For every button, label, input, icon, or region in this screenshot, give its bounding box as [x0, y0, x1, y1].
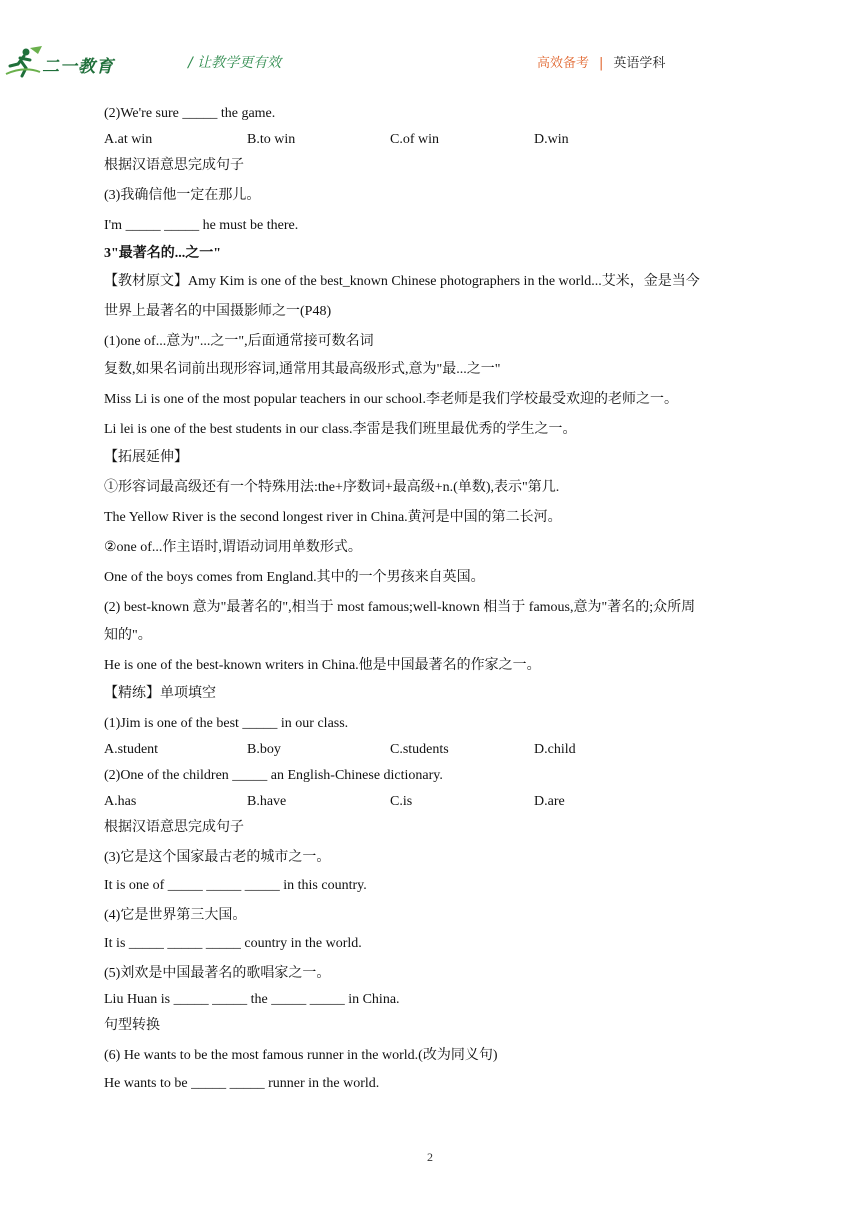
answer-option: D.child: [534, 742, 576, 757]
answer-option: A.at win: [104, 132, 153, 147]
answer-option: C.is: [390, 794, 413, 809]
answer-options: [104, 130, 764, 150]
text-line: Miss Li is one of the most popular teachers in our school.李老师是我们学校最受欢迎的老师之一。: [104, 392, 678, 407]
text-line: (2)One of the children _____ an English-Chinese dictionary.: [104, 768, 443, 783]
text-line: (3)它是这个国家最古老的城市之一。: [104, 850, 331, 865]
text-line: (2)We're sure _____ the game.: [104, 106, 276, 121]
text-line: 句型转换: [104, 1018, 160, 1033]
page-number: 2: [427, 1150, 433, 1164]
answer-option: C.of win: [390, 132, 439, 147]
text-line: (2) best-known 意为"最著名的",相当于 most famous;well-known 相当于 famous,意为"著名的;众所周: [104, 600, 696, 615]
answer-option: D.are: [534, 794, 565, 809]
text-line: 【精练】单项填空: [104, 686, 216, 701]
text-line: 世界上最著名的中国摄影师之一(P48): [104, 304, 332, 319]
answer-option: B.have: [247, 794, 287, 809]
answer-option: B.boy: [247, 742, 281, 757]
text-line: Li lei is one of the best students in our class.李雷是我们班里最优秀的学生之一。: [104, 422, 577, 437]
text-line: Liu Huan is _____ _____ the _____ _____ in China.: [104, 992, 400, 1007]
answer-options: [104, 792, 764, 812]
text-line: One of the boys comes from England.其中的一个男孩来自英国。: [104, 570, 485, 585]
page-header: [0, 0, 860, 90]
answer-option: A.has: [104, 794, 137, 809]
answer-options: [104, 740, 764, 760]
answer-option: C.students: [390, 742, 449, 757]
text-line: (5)刘欢是中国最著名的歌唱家之一。: [104, 966, 331, 981]
header-slogan: / 让教学更有效: [188, 55, 282, 71]
text-line: 知的"。: [104, 628, 152, 643]
logo: [4, 44, 114, 78]
text-line: 【拓展延伸】: [104, 450, 188, 465]
text-line: I'm _____ _____ he must be there.: [104, 218, 299, 233]
text-line: ①形容词最高级还有一个特殊用法:the+序数词+最高级+n.(单数),表示"第几.: [104, 480, 560, 495]
text-line: The Yellow River is the second longest river in China.黄河是中国的第二长河。: [104, 510, 562, 525]
header-exam-label: 高效备考: [537, 56, 590, 71]
text-line: 根据汉语意思完成句子: [104, 820, 244, 835]
answer-option: D.win: [534, 132, 569, 147]
text-line: (6) He wants to be the most famous runner in the world.(改为同义句): [104, 1048, 498, 1063]
text-line: (4)它是世界第三大国。: [104, 908, 247, 923]
text-line: It is _____ _____ _____ country in the world.: [104, 936, 362, 951]
text-line: 【教材原文】Amy Kim is one of the best_known Chinese photographers in the world...艾米，金是当今: [104, 274, 700, 289]
header-separator: |: [599, 56, 604, 71]
header-subject-label: 英语学科: [613, 56, 666, 71]
runner-logo-icon: [4, 44, 44, 78]
text-line: 复数,如果名词前出现形容词,通常用其最高级形式,意为"最...之一": [104, 362, 501, 377]
answer-option: A.student: [104, 742, 159, 757]
text-line: (1)Jim is one of the best _____ in our class.: [104, 716, 349, 731]
section-heading: 3"最著名的...之一": [104, 246, 222, 261]
answer-option: B.to win: [247, 132, 296, 147]
header-right: [537, 52, 665, 71]
text-line: He is one of the best-known writers in China.他是中国最著名的作家之一。: [104, 658, 541, 673]
text-line: (3)我确信他一定在那儿。: [104, 188, 261, 203]
text-line: ②one of...作主语时,谓语动词用单数形式。: [104, 540, 362, 555]
logo-text: 二一教育: [42, 57, 114, 77]
text-line: It is one of _____ _____ _____ in this country.: [104, 878, 367, 893]
text-line: (1)one of...意为"...之一",后面通常接可数名词: [104, 334, 374, 349]
text-line: 根据汉语意思完成句子: [104, 158, 244, 173]
text-line: He wants to be _____ _____ runner in the world.: [104, 1076, 380, 1091]
